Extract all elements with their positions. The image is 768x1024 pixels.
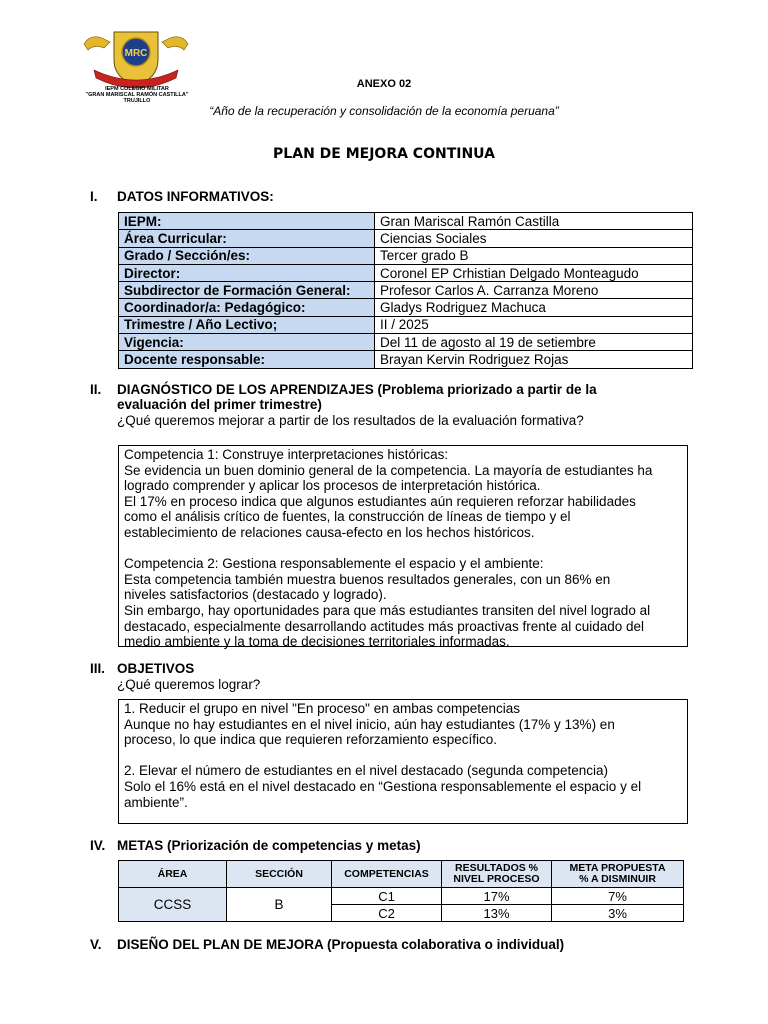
section-number: V. (90, 937, 102, 952)
anexo-label: ANEXO 02 (356, 78, 412, 90)
paragraph-line: ambiente”. (124, 794, 188, 810)
section-title: DATOS INFORMATIVOS: (117, 189, 274, 204)
table-row (119, 334, 693, 351)
resultado-cell: 13% (442, 905, 552, 922)
section-number: IV. (90, 838, 106, 853)
crest-initials: MRC (124, 48, 148, 59)
table-row (119, 888, 684, 905)
paragraph-line: Sin embargo, hay oportunidades para que más estudiantes transiten del nivel logrado al (124, 602, 651, 618)
metas-table (118, 860, 684, 922)
info-key: Área Curricular: (119, 230, 375, 247)
section-heading-2 (90, 382, 688, 412)
section-heading-1 (90, 189, 274, 204)
info-value: Gran Mariscal Ramón Castilla (375, 213, 693, 230)
section-title: DISEÑO DEL PLAN DE MEJORA (Propuesta colaborativa o individual) (117, 937, 565, 952)
section-title: OBJETIVOS (117, 661, 195, 676)
info-value: Ciencias Sociales (375, 230, 693, 247)
paragraph-line: Aunque no hay estudiantes en el nivel inicio, aún hay estudiantes (17% y 13%) en (124, 716, 615, 732)
info-value: Brayan Kervin Rodriguez Rojas (375, 351, 693, 368)
info-value: II / 2025 (375, 316, 693, 333)
meta-cell: 7% (552, 888, 684, 905)
section-title: DIAGNÓSTICO DE LOS APRENDIZAJES (Problema priorizado a partir de la (117, 382, 597, 397)
competencia-cell: C2 (332, 905, 442, 922)
table-header-row (119, 861, 684, 888)
paragraph-line: Solo el 16% está en el nivel destacado en “Gestiona responsablemente el espacio y el (124, 778, 642, 794)
info-value: Del 11 de agosto al 19 de setiembre (375, 334, 693, 351)
objetivos-box (118, 699, 688, 824)
logo-caption-line: TRUJILLO (123, 98, 151, 104)
section-question: ¿Qué queremos lograr? (117, 677, 261, 692)
column-header: RESULTADOS % NIVEL PROCESO (442, 861, 552, 888)
table-row (119, 351, 693, 368)
info-key: Coordinador/a: Pedagógico: (119, 299, 375, 316)
paragraph-line: Se evidencia un buen dominio general de la competencia. La mayoría de estudiantes ha (124, 462, 653, 478)
column-header: ÁREA (119, 861, 227, 888)
logo-caption-line: "GRAN MARISCAL RAMÓN CASTILLA" (85, 92, 189, 98)
info-key: Grado / Sección/es: (119, 247, 375, 264)
info-key: Docente responsable: (119, 351, 375, 368)
competencia-cell: C1 (332, 888, 442, 905)
area-cell: CCSS (119, 888, 227, 922)
column-header: META PROPUESTA % A DISMINUIR (552, 861, 684, 888)
document-title: PLAN DE MEJORA CONTINUA (273, 146, 495, 162)
diagnostico-box (118, 445, 688, 650)
section-number: II. (90, 382, 102, 397)
table-row (119, 282, 693, 299)
section-heading-4 (90, 838, 421, 853)
info-table (118, 212, 693, 369)
meta-cell: 3% (552, 905, 684, 922)
logo-caption-line: IEPM COLEGIO MILITAR (105, 86, 169, 92)
paragraph-line: El 17% en proceso indica que algunos estudiantes aún requieren reforzar habilidades (124, 493, 636, 509)
paragraph-line: Esta competencia también muestra buenos resultados generales, con un 86% en (124, 571, 611, 587)
resultado-cell: 17% (442, 888, 552, 905)
column-header: SECCIÓN (227, 861, 332, 888)
section-heading-3 (90, 661, 194, 676)
paragraph-line: logrado comprender y aplicar los procesos de interpretación histórica. (124, 478, 541, 494)
paragraph-line: Competencia 2: Gestiona responsablemente el espacio y el ambiente: (124, 556, 544, 572)
section-cell: B (227, 888, 332, 922)
section-number: III. (90, 661, 106, 676)
paragraph-line: Competencia 1: Construye interpretaciones históricas: (124, 447, 449, 462)
info-value: Profesor Carlos A. Carranza Moreno (375, 282, 693, 299)
table-row (119, 299, 693, 316)
table-row (119, 230, 693, 247)
section-question: ¿Qué queremos mejorar a partir de los resultados de la evaluación formativa? (117, 413, 584, 428)
info-value: Coronel EP Crhistian Delgado Monteagudo (375, 264, 693, 281)
paragraph-line: destacado, especialmente desarrollando actitudes más proactivas frente al cuidado del (124, 618, 645, 634)
info-key: Vigencia: (119, 334, 375, 351)
paragraph-line: niveles satisfactorios (destacado y logrado). (124, 587, 387, 603)
section-title-cont: evaluación del primer trimestre) (117, 397, 322, 412)
info-key: Director: (119, 264, 375, 281)
paragraph-line: como el análisis crítico de fuentes, la construcción de líneas de tiempo y el (124, 509, 571, 525)
table-row (119, 213, 693, 230)
paragraph-line: medio ambiente y la toma de decisiones territoriales informadas. (124, 634, 510, 650)
year-motto: “Año de la recuperación y consolidación de la economía peruana” (209, 104, 559, 118)
info-key: Subdirector de Formación General: (119, 282, 375, 299)
section-title: METAS (Priorización de competencias y metas) (117, 838, 421, 853)
info-value: Tercer grado B (375, 247, 693, 264)
table-row (119, 316, 693, 333)
table-row (119, 264, 693, 281)
paragraph-line: 2. Elevar el número de estudiantes en el nivel destacado (segunda competencia) (124, 763, 609, 779)
column-header: COMPETENCIAS (332, 861, 442, 888)
table-row (119, 247, 693, 264)
section-number: I. (90, 189, 98, 204)
info-value: Gladys Rodriguez Machuca (375, 299, 693, 316)
paragraph-line: 1. Reducir el grupo en nivel "En proceso" en ambas competencias (124, 701, 521, 716)
info-key: IEPM: (119, 213, 375, 230)
section-heading-5 (90, 937, 564, 952)
paragraph-line: proceso, lo que indica que requieren reforzamiento específico. (124, 732, 497, 748)
info-key: Trimestre / Año Lectivo; (119, 316, 375, 333)
paragraph-line: establecimiento de relaciones causa-efecto en los hechos históricos. (124, 524, 535, 540)
